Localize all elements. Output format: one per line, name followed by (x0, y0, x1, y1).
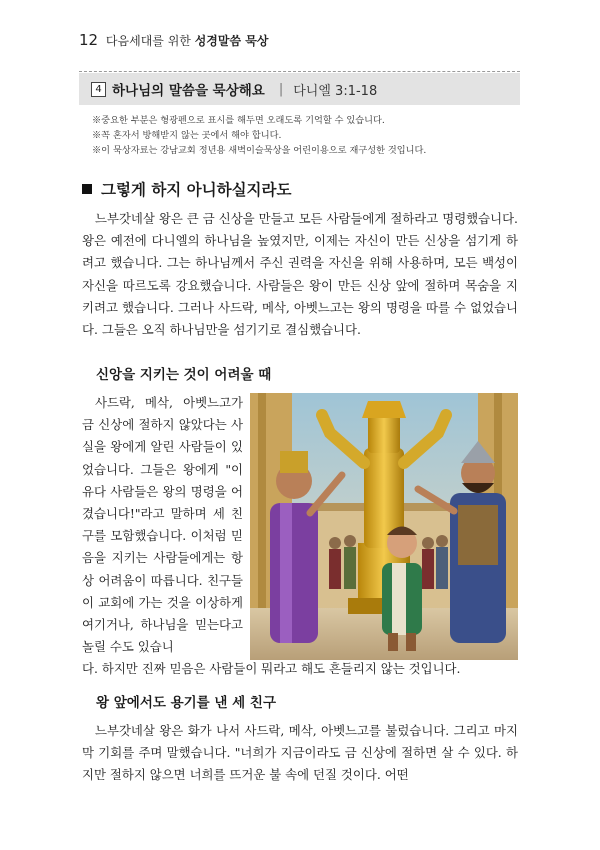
final-paragraph: 느부갓네살 왕은 화가 나서 사드락, 메삭, 아벳느고를 불렀습니다. 그리고 마지막 기회를 주며 말했습니다. "너희가 지금이라도 금 신상에 절하면 살 수 있다. 하지만 절하지 않으면 너희를 뜨거운 불 속에 던질 것이다. 어떤 (82, 723, 518, 783)
page-number: 12 (79, 31, 99, 49)
series-title: 성경말씀 묵상 (194, 34, 269, 48)
lesson-title: 하나님의 말씀을 묵상해요 (112, 83, 265, 99)
section-heading (82, 178, 291, 200)
title-separator: | (278, 81, 284, 97)
illustration-golden-statue-scene (250, 393, 518, 660)
side-paragraph: 사드락, 메삭, 아벳느고가 금 신상에 절하지 않았다는 사실을 왕에게 알린 사람들이 있었습니다. 그들은 왕에게 "이 유다 사람들은 왕의 명령을 어겼습니다!"라고 말하며 세 친구를 모함했습니다. 이처럼 믿음을 지키는 사람들에게는 항상 어려움이 따릅니다. 친구들이 교회에 가는 것을 이상하게 여기거나, 하나님을 믿는다고 놀릴 수도 있습니 (82, 395, 243, 655)
header-divider (79, 71, 520, 72)
note-item: ※꼭 혼자서 방해받지 않는 곳에서 해야 합니다. (92, 130, 282, 141)
lesson-index-box: 4 (91, 82, 106, 97)
note-item: ※중요한 부분은 형광펜으로 표시를 해두면 오래도록 기억할 수 있습니다. (92, 115, 385, 126)
continuation-text: 다. 하지만 진짜 믿음은 사람들이 뭐라고 해도 흔들리지 않는 것입니다. (82, 661, 461, 676)
subheading-faith-hard: 신앙을 지키는 것이 어려울 때 (96, 367, 272, 383)
series-prefix: 다음세대를 위한 (105, 34, 195, 48)
subheading-brave-friends: 왕 앞에서도 용기를 낸 세 친구 (96, 695, 276, 711)
square-bullet-icon (82, 184, 92, 194)
notes-block (92, 113, 426, 158)
lesson-title-box (79, 73, 520, 105)
note-item: ※이 묵상자료는 강남교회 정년용 새벽이슬묵상을 어린이용으로 재구성한 것입니다. (92, 145, 427, 156)
scripture-reference: 다니엘 3:1-18 (293, 83, 378, 99)
section-heading-text: 그렇게 하지 아니하실지라도 (101, 181, 292, 199)
intro-paragraph: 느부갓네살 왕은 큰 금 신상을 만들고 모든 사람들에게 절하라고 명령했습니다. 왕은 예전에 다니엘의 하나님을 높였지만, 이제는 자신이 만든 신상을 섬기게 하려고 했습니다. 그는 하나님께서 주신 권력을 자신을 위해 사용하며, 모든 백성이 자신을 따르도록 강요했습니다. 사람들은 왕이 만든 신상 앞에 절하며 목숨을 지키려고 했습니다. 그러나 사드락, 메삭, 아벳느고는 왕의 명령을 따를 수 없었습니다. 그들은 오직 하나님만을 섬기기로 결심했습니다. (82, 211, 518, 338)
page-header (79, 31, 268, 49)
